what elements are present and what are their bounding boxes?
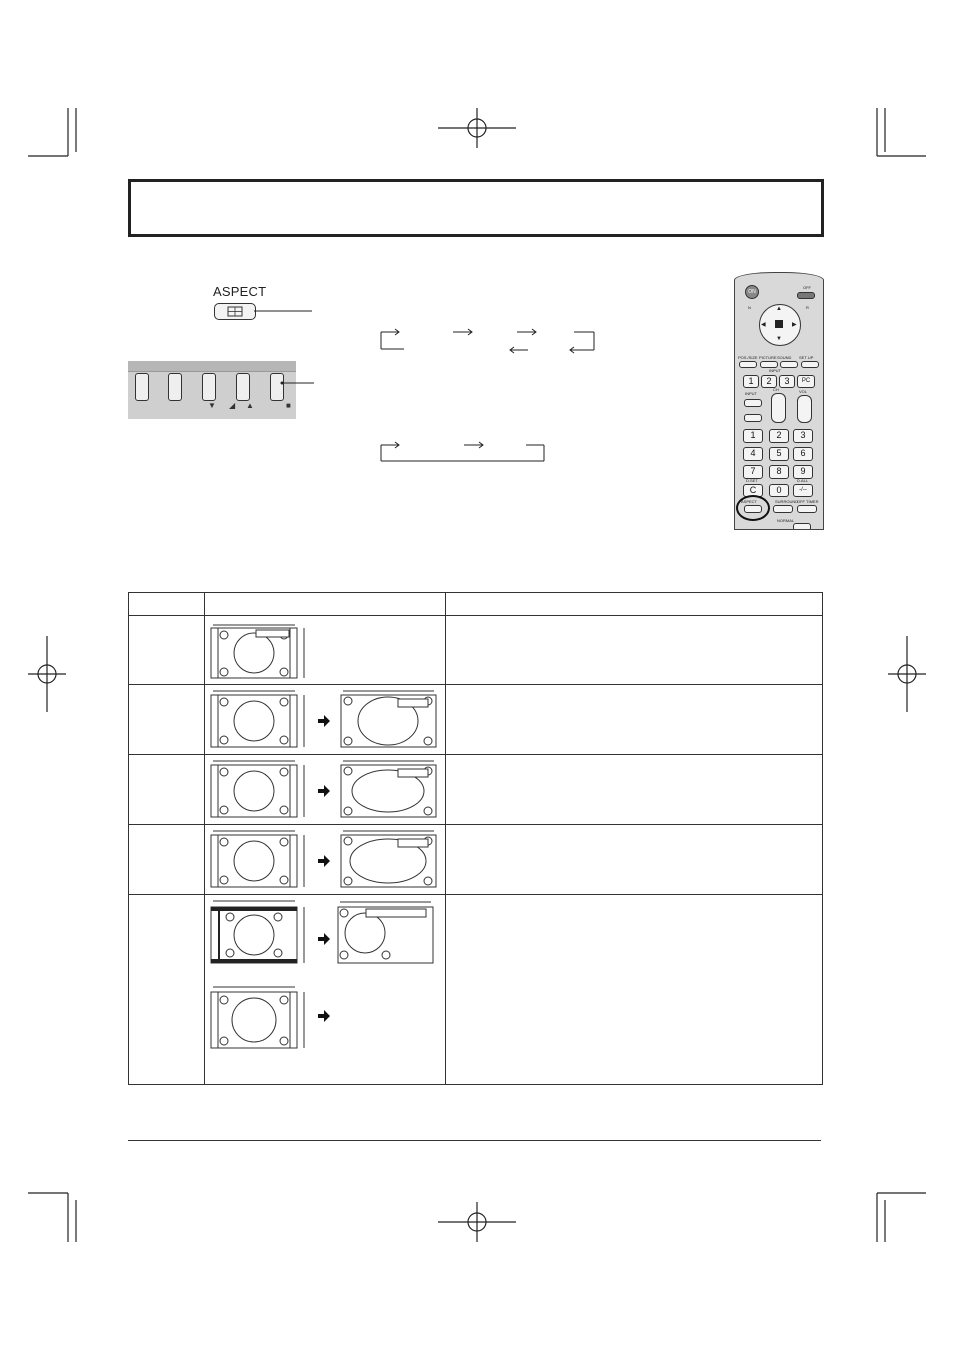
- dpad-left-icon: ◀: [761, 322, 766, 328]
- aspect-cycle-diagram-1: [376, 322, 604, 356]
- remote-key-7: 7: [743, 465, 763, 479]
- remote-pos-size-button: [739, 361, 757, 368]
- arrow-icon: [318, 785, 330, 797]
- remote-input-button: [744, 399, 762, 407]
- remote-vol-rocker: [797, 395, 812, 423]
- screen-illustration-zoom-1: [210, 689, 440, 753]
- dpad-up-icon: ▲: [776, 306, 782, 312]
- panel-symbol-down: ▼: [208, 401, 216, 410]
- aspect-button: [214, 303, 256, 320]
- screen-illustration-full: [210, 829, 440, 893]
- arrow-icon: [318, 933, 330, 945]
- dpad-right-icon: ▶: [792, 322, 797, 328]
- remote-key-c: C: [743, 484, 763, 497]
- remote-ch-rocker: [771, 393, 786, 423]
- panel-button-3: [202, 373, 216, 401]
- aspect-highlight-circle: [736, 495, 770, 521]
- remote-input-2: 2: [761, 375, 777, 388]
- remote-n-label: N: [748, 305, 751, 310]
- remote-on-button: ON: [745, 285, 759, 299]
- remote-off-button: [797, 292, 815, 299]
- remote-key-3: 3: [793, 429, 813, 443]
- dpad-down-icon: ▼: [776, 336, 782, 342]
- remote-offtimer-label: OFF TIMER: [797, 499, 819, 504]
- remote-setup-button: [801, 361, 819, 368]
- remote-pos-size-label: POS./SIZE: [738, 355, 758, 360]
- screen-illustration-letterbox: [210, 899, 440, 969]
- remote-control: [734, 272, 824, 530]
- panel-symbol-minus: ◢: [229, 401, 236, 410]
- remote-input-group-label: INPUT: [769, 368, 781, 373]
- panel-button-2: [168, 373, 182, 401]
- panel-button-leader-line: [270, 378, 316, 388]
- remote-dall-label: D.ALL: [797, 478, 809, 483]
- remote-key-0: 0: [769, 484, 789, 497]
- remote-aspect-label: ASPECT: [741, 499, 758, 504]
- remote-input-1: 1: [743, 375, 759, 388]
- footer-rule: [128, 1140, 821, 1141]
- remote-key-2: 2: [769, 429, 789, 443]
- remote-dset-label: D.SET: [746, 478, 758, 483]
- remote-mute-button: [744, 414, 762, 422]
- screen-illustration-4-3: [210, 624, 320, 684]
- remote-ch-label: CH: [773, 387, 779, 392]
- arrow-icon: [318, 715, 330, 727]
- remote-input-3: 3: [779, 375, 795, 388]
- remote-picture-label: PICTURE: [759, 355, 777, 360]
- remote-surround-label: SURROUND: [775, 499, 799, 504]
- aspect-button-leader-line: [254, 300, 314, 320]
- remote-key-5: 5: [769, 447, 789, 461]
- remote-surround-button: [773, 505, 793, 513]
- remote-normal-label: NORMAL: [777, 518, 795, 523]
- panel-symbol-up: ▲: [246, 401, 254, 410]
- remote-key-dash: -/--: [793, 484, 813, 497]
- remote-picture-button: [760, 361, 778, 368]
- remote-vol-label: VOL: [799, 389, 808, 394]
- screen-illustration-4-3-full: [210, 984, 350, 1056]
- panel-symbol-stop: ■: [286, 401, 291, 410]
- remote-input-side-label: INPUT: [745, 391, 757, 396]
- screen-illustration-zoom-2: [210, 759, 440, 823]
- remote-normal-button: [793, 523, 811, 530]
- remote-sound-label: SOUND: [777, 355, 792, 360]
- arrow-icon: [318, 855, 330, 867]
- remote-input-pc: PC: [797, 375, 815, 388]
- aspect-modes-table: [128, 592, 823, 1085]
- arrow-icon: [318, 1010, 330, 1022]
- aspect-cycle-diagram-2: [376, 437, 548, 465]
- remote-key-4: 4: [743, 447, 763, 461]
- remote-key-6: 6: [793, 447, 813, 461]
- panel-button-1: [135, 373, 149, 401]
- remote-setup-label: SET UP: [799, 355, 814, 360]
- aspect-icon: [215, 304, 255, 319]
- remote-key-9: 9: [793, 465, 813, 479]
- remote-r-label: R: [806, 305, 809, 310]
- remote-dpad-center: [775, 320, 783, 328]
- aspect-button-label: ASPECT: [213, 284, 267, 299]
- remote-off-label: OFF: [803, 285, 811, 290]
- remote-sound-button: [780, 361, 798, 368]
- remote-key-8: 8: [769, 465, 789, 479]
- panel-button-4: [236, 373, 250, 401]
- remote-key-1: 1: [743, 429, 763, 443]
- section-title-box: [128, 179, 824, 237]
- remote-offtimer-button: [797, 505, 817, 513]
- unit-control-panel: [128, 361, 296, 419]
